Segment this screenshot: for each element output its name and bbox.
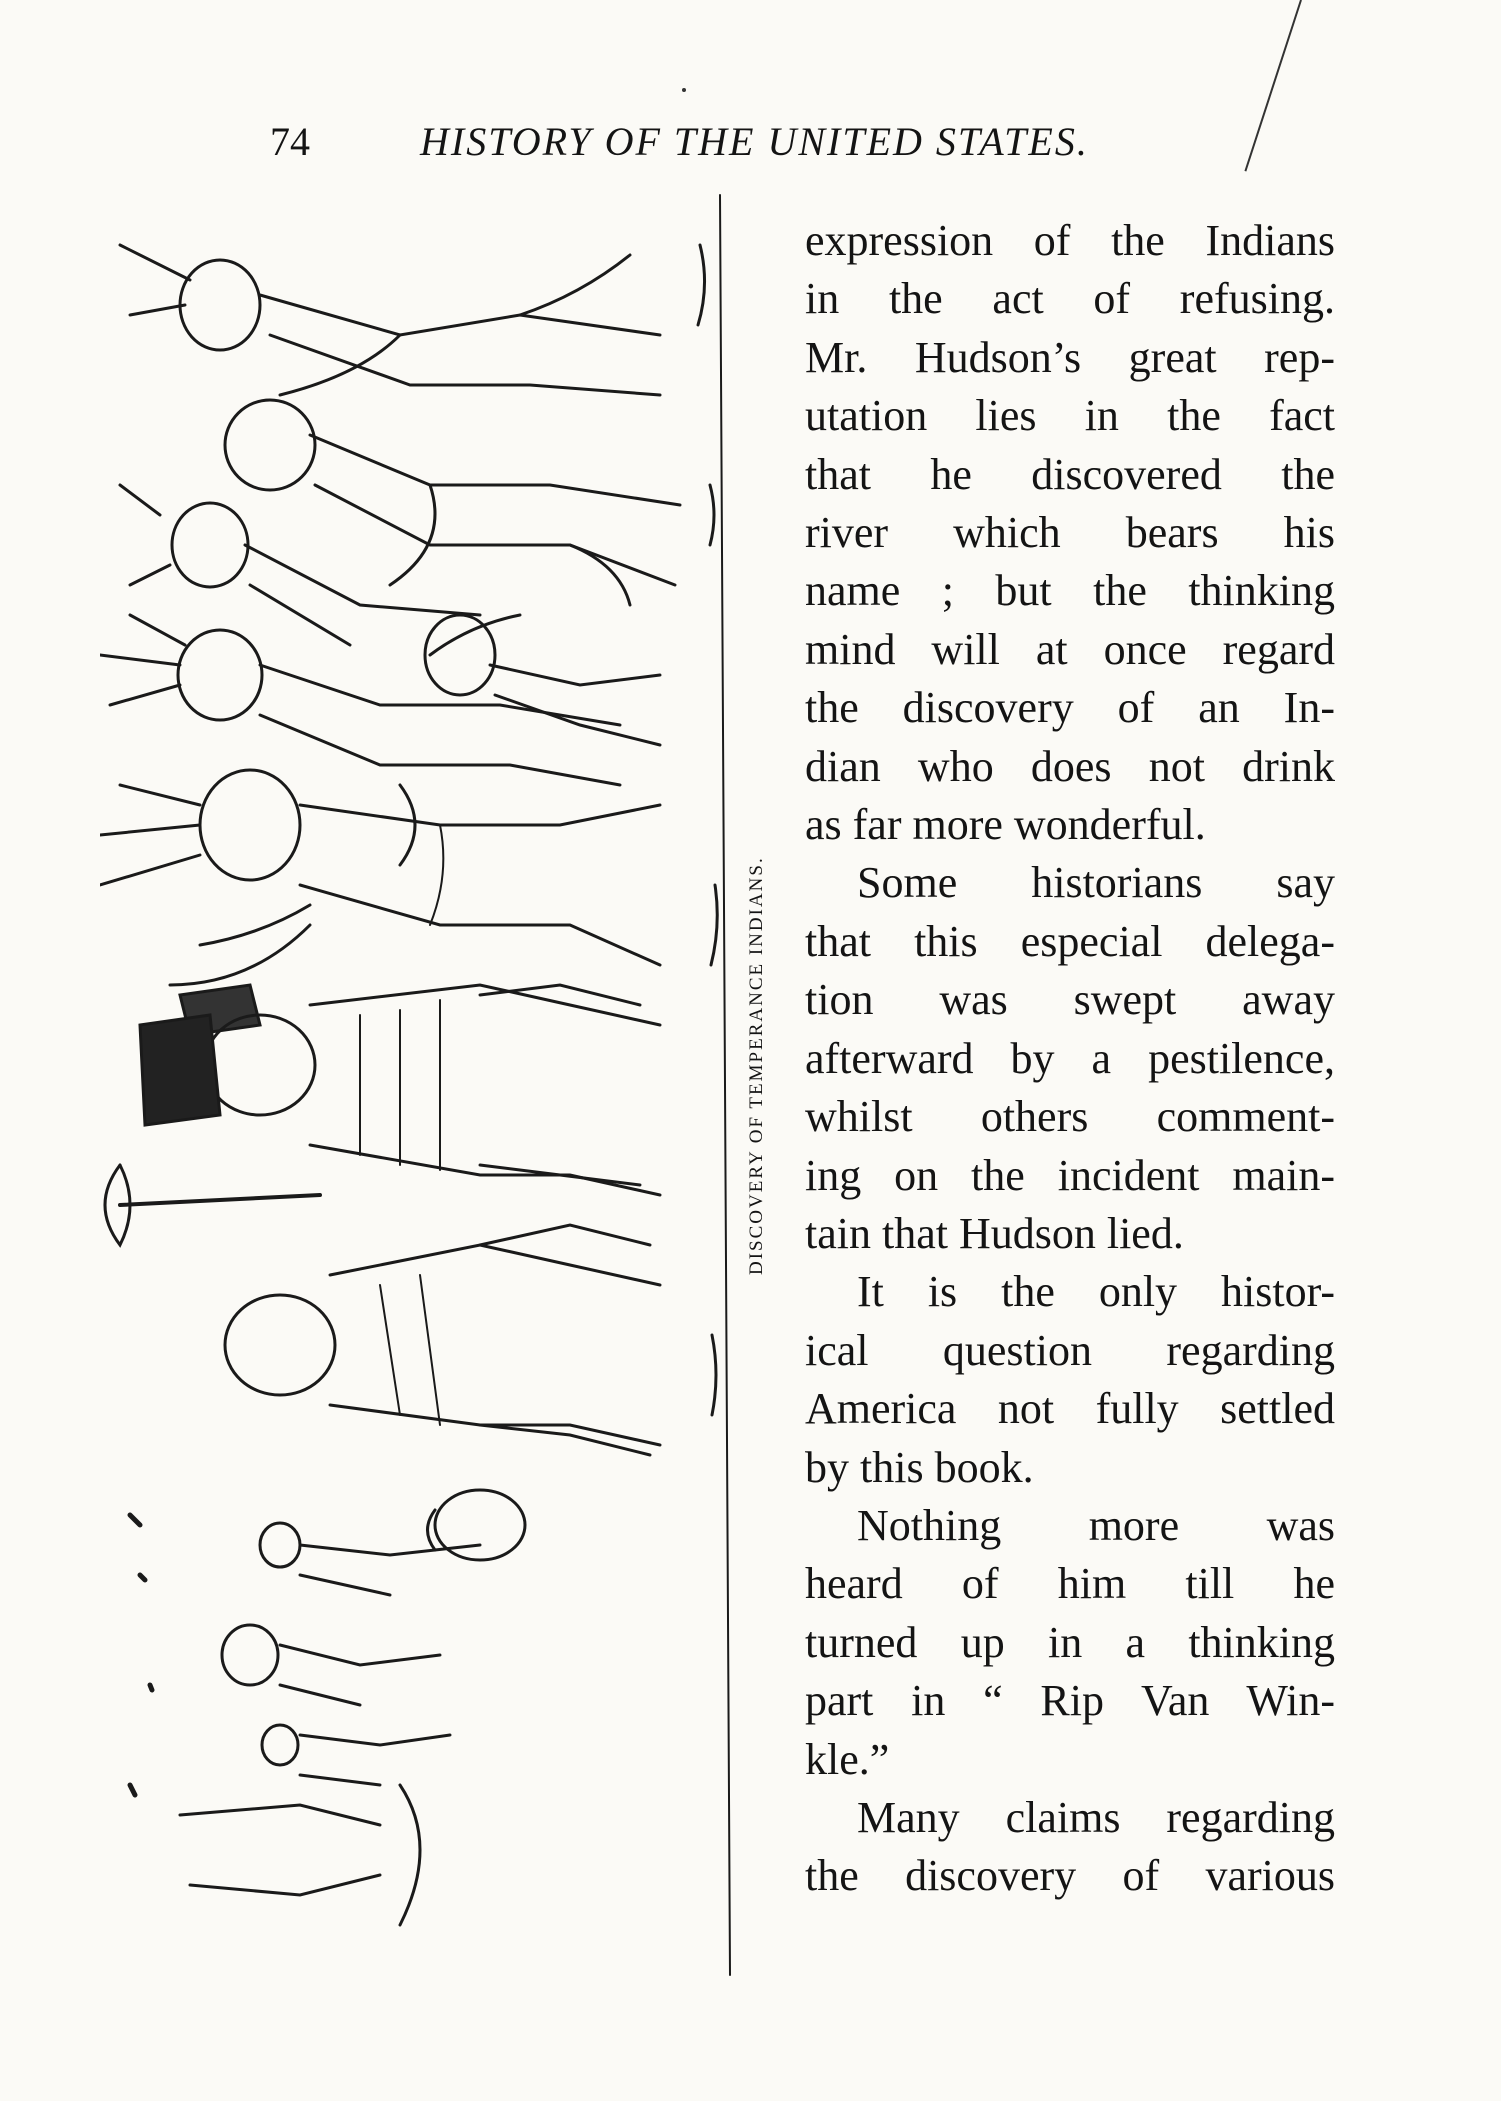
text-line: expression of the Indians [805,216,1335,265]
body-text [805,212,1335,1906]
illustration [100,185,740,2000]
text-line: that he discovered the [805,449,1335,499]
text-line: utation lies in the fact [805,391,1335,441]
text-line: the discovery of an In- [805,683,1335,733]
text-line: turned up in a thinking [805,1617,1335,1667]
engraving-figures [100,185,740,2000]
text-line: dian who does not drink [805,741,1335,791]
text-line: in the act of refusing. [805,274,1335,324]
text-line: Mr. Hudson’s great rep- [805,332,1335,382]
text-line: heard of him till he [805,1559,1335,1609]
text-line: mind will at once regard [805,624,1335,674]
text-line: tain that Hudson lied. [805,1208,1184,1258]
running-head [270,118,1200,178]
text-line: ing on the incident main- [805,1150,1335,1200]
running-title: HISTORY OF THE UNITED STATES. [420,119,1089,164]
text-line: as far more wonderful. [805,800,1206,850]
text-line: the discovery of various [805,1851,1335,1901]
text-line: Some historians say [857,858,1335,908]
text-line: that this especial delega- [805,916,1335,966]
scan-mark [1244,0,1302,171]
scan-mark [682,88,686,92]
illustration-caption: DISCOVERY OF TEMPERANCE INDIANS. [746,856,767,1275]
text-line: part in “ Rip Van Win- [805,1676,1335,1726]
text-line: kle.” [805,1734,890,1784]
text-line: America not fully settled [805,1384,1335,1434]
text-line: afterward by a pestilence, [805,1033,1335,1083]
page-number: 74 [270,119,310,164]
text-line: river which bears his [805,508,1335,558]
text-line: name ; but the thinking [805,566,1335,616]
text-line: ical question regarding [805,1325,1335,1375]
text-line: tion was swept away [805,975,1335,1025]
text-line: whilst others comment- [805,1092,1335,1142]
text-line: It is the only histor- [857,1267,1335,1317]
text-line: Nothing more was [857,1500,1335,1550]
text-line: Many claims regarding [857,1792,1335,1842]
text-line: by this book. [805,1442,1034,1492]
